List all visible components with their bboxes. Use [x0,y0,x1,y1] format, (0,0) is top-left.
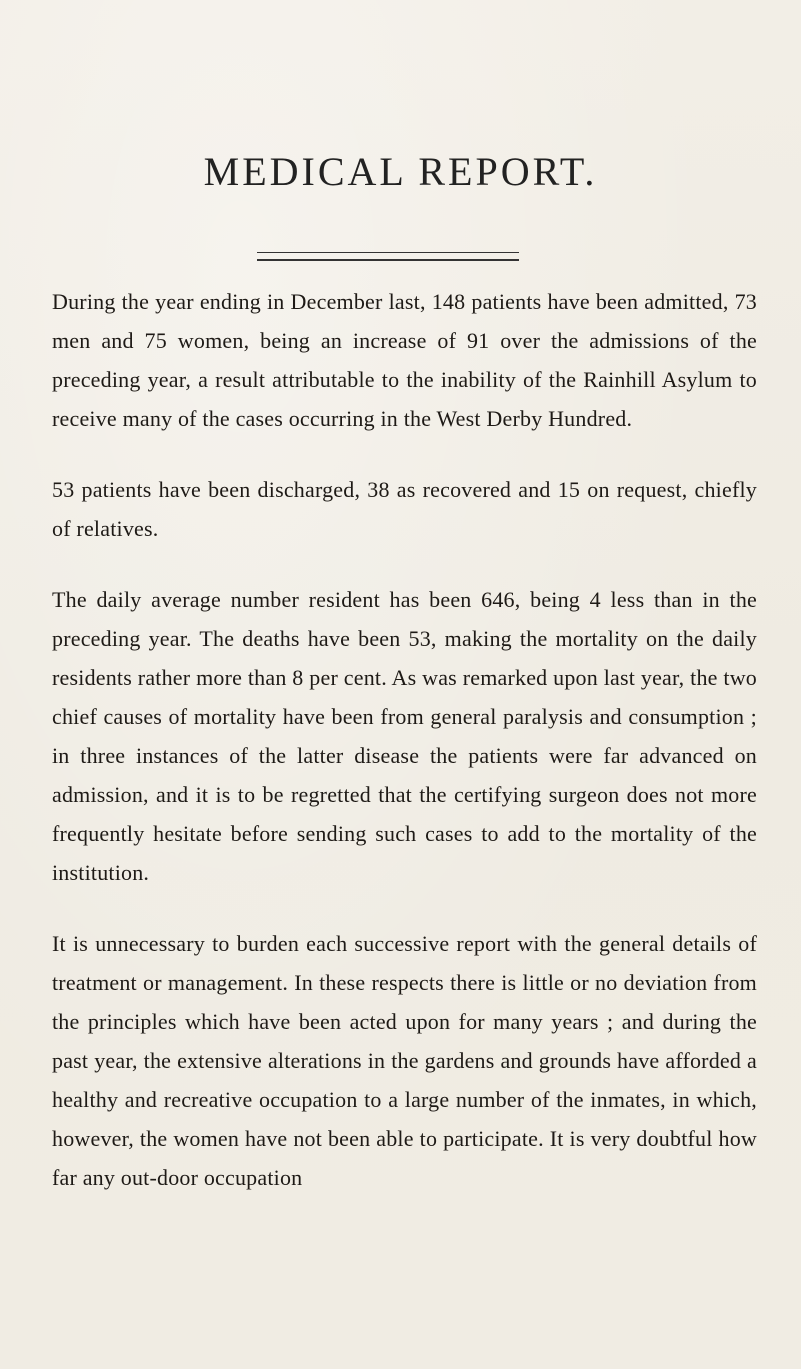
title-divider [257,252,519,261]
paragraph-treatment: It is unnecessary to burden each successive report with the general details of treatment or management. In these respects there is little or no deviation from the principles which have been acted upon for many years ; and during the past year, the extensive alterations in the gardens and grounds have afforded a healthy and recreative occupation to a large number of the inmates, in which, however, the women have not been able to participate. It is very doubtful how far any out-door occupation [52,931,757,1190]
paragraph-discharges: 53 patients have been discharged, 38 as recovered and 15 on request, chiefly of relatives. [52,477,757,541]
paragraph-mortality: The daily average number resident has been 646, being 4 less than in the preceding year. The deaths have been 53, making the mortality on the daily residents rather more than 8 per cent. As was remarked upon last year, the two chief causes of mortality have been from general paralysis and consumption ; in three instances of the latter disease the patients were far advanced on admission, and it is to be regretted that the certifying surgeon does not more frequently hesitate before sending such cases to add to the mortality of the institution. [52,587,757,885]
page-title: MEDICAL REPORT. [203,149,598,194]
report-body [52,282,757,1229]
paragraph-admissions: During the year ending in December last, 148 patients have been admitted, 73 men and 75 women, being an increase of 91 over the admissions of the preceding year, a result attributable to the inability of the Rainhill Asylum to receive many of the cases occurring in the West Derby Hundred. [52,289,757,431]
